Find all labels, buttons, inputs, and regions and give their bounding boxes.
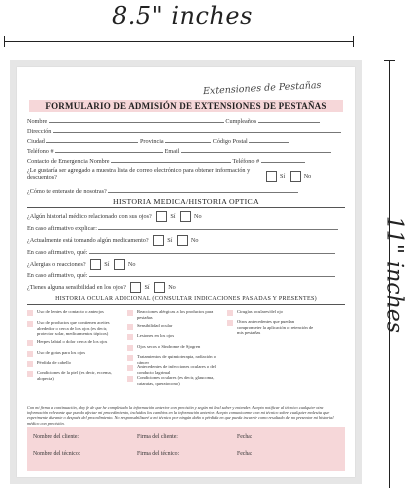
medical-q1-label: ¿Algún historial médico relacionado con sus ojos? [27, 213, 152, 220]
medical-q4-label: ¿Tienes alguna sensibilidad en los ojos? [27, 284, 126, 291]
condition-label: Antecedentes de infecciones oculares o del conducto lagrimal [137, 364, 216, 375]
medical-q2-detail-field[interactable] [89, 248, 335, 254]
codigo-postal-field[interactable] [249, 137, 289, 143]
cumpleanos-field[interactable] [258, 117, 320, 123]
date-label: Fecha: [237, 451, 253, 457]
medical-q1-yes-checkbox[interactable] [156, 211, 167, 222]
medical-history-title: HISTORIA MEDICA/HISTORIA OPTICA [113, 197, 259, 206]
intake-form-sheet [17, 67, 355, 477]
condition-label: Uso de lentes de contacto o anteojos [37, 309, 104, 314]
medical-q4-no-checkbox[interactable] [154, 282, 165, 293]
condition-label: Cirugías oculares/del ojo [237, 309, 283, 314]
medical-q2-yes-checkbox[interactable] [153, 235, 164, 246]
condition-checkbox[interactable] [27, 310, 33, 316]
telefono-emergencia-field[interactable] [261, 157, 305, 163]
row-city [27, 137, 289, 145]
condition-checkbox[interactable] [227, 320, 233, 326]
dimension-line [4, 41, 354, 42]
medical-q1-detail-field[interactable] [98, 224, 338, 230]
condition-checkbox[interactable] [27, 351, 33, 357]
ciudad-field[interactable] [46, 137, 138, 143]
medical-q3-label: ¿Alergias o reacciones? [27, 261, 86, 268]
condition-label: Uso de gotas para los ojos [37, 350, 86, 355]
condition-label: Sensibilidad ocular [137, 323, 173, 328]
yes-label: Sí [104, 261, 110, 268]
no-label: No [168, 284, 176, 291]
medical-q1-detail [27, 224, 338, 232]
medical-q3-detail [27, 271, 335, 279]
yes-label: Sí [167, 237, 173, 244]
nombre-field[interactable] [49, 117, 224, 123]
mailing-yes-checkbox[interactable] [266, 171, 277, 182]
mailing-list-options [263, 171, 311, 182]
condition-label: Pérdida de cabello [37, 360, 71, 365]
condition-label: Reacciones alérgicas a los productos para pestañas [137, 309, 214, 320]
row-referral [27, 187, 298, 195]
condition-label: Herpes labial o dolor cerca de los ojos [37, 339, 108, 344]
no-label: No [194, 213, 202, 220]
medical-q1-no-checkbox[interactable] [180, 211, 191, 222]
email-label: Email [164, 148, 180, 155]
signature-box [27, 427, 345, 471]
condition-label: Condiciones oculares (es decir, glaucoma, cataratas, queratocono) [137, 375, 215, 386]
medical-q3-detail-label: En caso afirmativo, qué: [27, 272, 88, 279]
direccion-label: Dirección [27, 128, 52, 135]
condition-checkbox[interactable] [127, 365, 133, 371]
width-label: 8.5" inches [112, 2, 253, 30]
mailing-no-checkbox[interactable] [290, 171, 301, 182]
medical-q1-detail-label: En caso afirmativo explicar: [27, 225, 97, 232]
condition-checkbox[interactable] [27, 371, 33, 377]
provincia-field[interactable] [165, 137, 211, 143]
medical-q3 [27, 259, 135, 270]
condition-label: Lesiones en los ojos [137, 333, 175, 338]
emergencia-label: Contacto de Emergencia Nombre [27, 158, 110, 165]
technician-signature-label: Firma del técnico: [137, 451, 180, 457]
referral-field[interactable] [108, 187, 298, 193]
referral-label: ¿Cómo te enteraste de nosotras? [27, 188, 107, 195]
condition-checkbox[interactable] [27, 321, 33, 327]
condition-checkbox[interactable] [27, 340, 33, 346]
no-label: No [127, 261, 136, 268]
section-divider [27, 304, 345, 305]
technician-name-label: Nombre del técnico: [33, 451, 81, 457]
direccion-field[interactable] [53, 127, 341, 133]
section-divider [27, 207, 345, 208]
medical-q1 [27, 211, 202, 222]
condition-label: Tratamientos de quimioterapia, radiación o cáncer [137, 354, 217, 365]
consent-text: Con mi firma a continuación, doy fe de que he completado la información anterior con precisión y según mi leal saber y entender. Acepto notificar al técnico cualquier otra información relevante que pueda afectar mi procedimiento, incluidos los cambios en la información anterior. Acepto comunicarme con mi técnico sobre cualquier molestia que experimente durante o después del procedimiento. No responsabilizaré a mi técnico por ningún daño o pérdida en que pueda incurrir como resultado de no presentar mi historial médico con precisión. [27, 405, 334, 426]
row-address [27, 127, 341, 135]
row-name [27, 117, 320, 125]
condition-checkbox[interactable] [127, 376, 133, 382]
condition-label: Otros antecedentes que puedan comprometer la aplicación o retención de mis pestañas [237, 319, 314, 336]
condition-checkbox[interactable] [27, 361, 33, 367]
condition-checkbox[interactable] [227, 310, 233, 316]
client-name-label: Nombre del cliente: [33, 434, 80, 440]
emergencia-field[interactable] [111, 157, 231, 163]
condition-checkbox[interactable] [127, 345, 133, 351]
medical-q2-no-checkbox[interactable] [177, 235, 188, 246]
medical-q3-yes-checkbox[interactable] [90, 259, 101, 270]
height-label: 11" inches [381, 215, 407, 334]
condition-checkbox[interactable] [127, 334, 133, 340]
telefono-field[interactable] [55, 147, 163, 153]
medical-q2-detail-label: En caso afirmativo, qué: [27, 249, 88, 256]
ciudad-label: Ciudad [27, 138, 45, 145]
dimension-tick [353, 36, 354, 47]
condition-checkbox[interactable] [127, 324, 133, 330]
provincia-label: Provincia [139, 138, 164, 145]
client-signature-label: Firma del cliente: [137, 434, 178, 440]
ocular-history-title: HISTORIA OCULAR ADICIONAL (CONSULTAR INDICACIONES PASADAS Y PRESENTES) [55, 296, 317, 302]
date-label: Fecha: [237, 434, 253, 440]
yes-label: Sí [170, 213, 176, 220]
yes-label: Sí [144, 284, 150, 291]
medical-q4 [27, 282, 176, 293]
condition-checkbox[interactable] [127, 310, 133, 316]
yes-label: Sí [280, 173, 286, 180]
form-title: FORMULARIO DE ADMISIÓN DE EXTENSIONES DE PESTAÑAS [29, 100, 343, 112]
nombre-label: Nombre [27, 118, 48, 125]
medical-q2-detail [27, 248, 335, 256]
telefono-label: Teléfono # [27, 148, 54, 155]
medical-q3-no-checkbox[interactable] [114, 259, 125, 270]
telefono-emergencia-label: Teléfono # [232, 158, 260, 165]
codigo-postal-label: Código Postal [212, 138, 248, 145]
condition-label: Uso de productos que contienen aceites alrededor o cerca de los ojos (es decir, protector solar, medicamentos tópicos) [37, 320, 110, 337]
medical-q3-detail-field[interactable] [89, 271, 335, 277]
email-field[interactable] [181, 147, 331, 153]
no-label: No [190, 237, 199, 244]
condition-checkbox[interactable] [127, 355, 133, 361]
cumpleanos-label: Cumpleaños [225, 118, 257, 125]
row-phone [27, 147, 331, 155]
no-label: No [303, 173, 312, 180]
row-emergency [27, 157, 305, 165]
condition-label: Condiciones de la piel (es decir, eccema, alopecia) [37, 370, 112, 381]
condition-label: Ojos secos o Síndrome de Sjogren [137, 344, 201, 349]
medical-q4-yes-checkbox[interactable] [130, 282, 141, 293]
mailing-list-question: ¿Le gustaría ser agregado a muestra lista de correo electrónico para obtener información y descuentos? [27, 167, 251, 181]
medical-q2 [27, 235, 198, 246]
medical-q2-label: ¿Actualmente está tomando algún medicamento? [27, 237, 149, 244]
width-dimension [0, 0, 412, 48]
script-title: Extensiones de Pestañas [202, 79, 322, 98]
